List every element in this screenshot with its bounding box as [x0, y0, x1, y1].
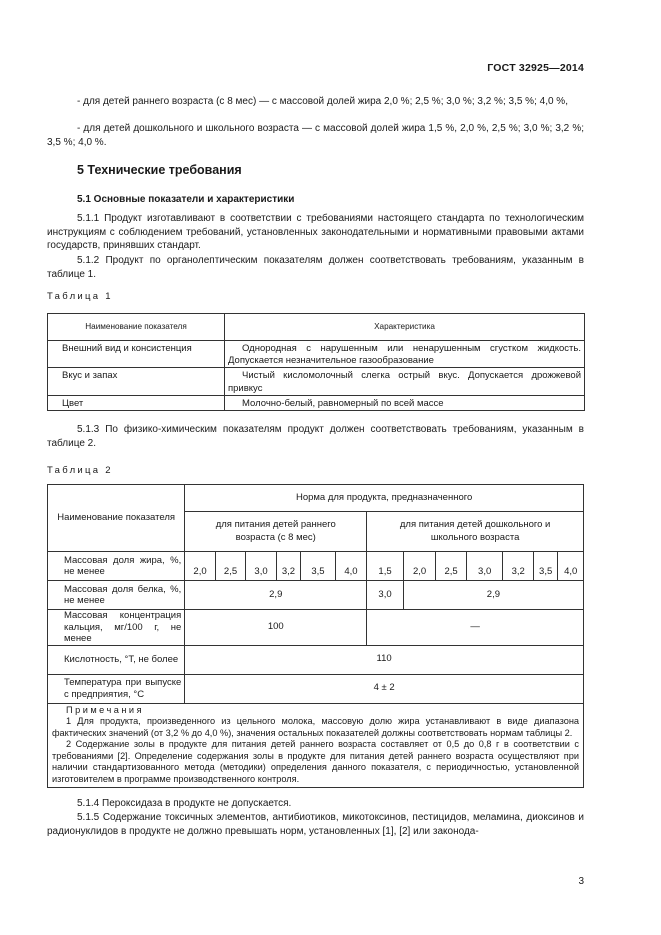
- cell-fat-school: 2,5: [436, 552, 467, 581]
- cell-protein-school-rest: 2,9: [403, 581, 583, 610]
- cell-calcium-early: 100: [185, 610, 367, 646]
- table2-notes: [48, 703, 584, 788]
- note-2: 2 Содержание золы в продукте для питания детей раннего возраста составляет от 0,5 до 0,8 г в соответствии с требованиями [2]. Определение содержания золы в продукте для питания детей раннего возраста осуществляют при наличии стандартизованного метода (методики) определения данного показателя, с периодичностью, установленной изготовителем в программе производственного контроля.: [52, 739, 579, 784]
- table1-caption: Таблица 1: [47, 291, 113, 302]
- paragraph-5-1-3: 5.1.3 По физико-химическим показателям продукт должен соответствовать требованиям, указанным в таблице 2.: [47, 424, 584, 449]
- cell-temperature: 4 ± 2: [185, 674, 584, 703]
- table2-header-norm: Норма для продукта, предназначенного: [185, 485, 584, 512]
- table2: [47, 484, 584, 788]
- table-row: [48, 552, 584, 581]
- row-label-fat: Массовая доля жира, %, не менее: [48, 552, 185, 581]
- page-number: 3: [578, 876, 584, 887]
- table2-notes-row: [48, 703, 584, 788]
- cell-protein-early: 2,9: [185, 581, 367, 610]
- table1-header-characteristic: Характеристика: [225, 314, 585, 341]
- cell-fat-school: 3,5: [533, 552, 557, 581]
- row-label-temperature: Температура при выпуске с предприятия, °С: [48, 674, 185, 703]
- cell-fat-school: 3,0: [466, 552, 503, 581]
- table-row: [48, 610, 584, 646]
- cell-fat-school: 1,5: [367, 552, 404, 581]
- row-label-protein: Массовая доля белка, %, не менее: [48, 581, 185, 610]
- cell-fat-school: 4,0: [558, 552, 584, 581]
- intro-line-early: - для детей раннего возраста (с 8 мес) — с массовой долей жира 2,0 %; 2,5 %; 3,0 %; 3,2 %; 3,5 %; 4,0 %,: [77, 96, 568, 107]
- table1-row-value: Однородная с нарушенным или ненарушенным сгустком жидкость. Допускается незначительное газообразование: [225, 341, 585, 368]
- cell-fat-early: 3,2: [276, 552, 300, 581]
- cell-fat-school: 3,2: [503, 552, 534, 581]
- paragraph-5-1-4: 5.1.4 Пероксидаза в продукте не допускается.: [77, 798, 292, 809]
- table-row: [48, 674, 584, 703]
- table2-caption: Таблица 2: [47, 465, 113, 476]
- row-label-acidity: Кислотность, °Т, не более: [48, 645, 185, 674]
- subsection-title: 5.1 Основные показатели и характеристики: [77, 194, 295, 205]
- cell-acidity: 110: [185, 645, 584, 674]
- table1-row-value: Молочно-белый, равномерный по всей массе: [225, 395, 585, 410]
- paragraph-5-1-2: 5.1.2 Продукт по органолептическим показателям должен соответствовать требованиям, указанным в таблице 1.: [47, 255, 584, 280]
- row-label-calcium: Массовая концентрация кальция, мг/100 г, не менее: [48, 610, 185, 646]
- cell-protein-school-first: 3,0: [367, 581, 404, 610]
- cell-fat-early: 3,0: [246, 552, 277, 581]
- cell-fat-early: 3,5: [301, 552, 336, 581]
- table2-header-school-age: для питания детей дошкольного и школьного возраста: [367, 512, 584, 552]
- paragraph-5-1-1: 5.1.1 Продукт изготавливают в соответствии с требованиями настоящего стандарта по технологическим инструкциям с соблюдением требований, установленных законодательными и нормативными правовыми актами государств, принявших стандарт.: [47, 213, 584, 252]
- cell-fat-school: 2,0: [403, 552, 436, 581]
- table-row: [48, 395, 585, 410]
- table-row: [48, 368, 585, 395]
- cell-fat-early: 2,0: [185, 552, 216, 581]
- table2-header-early-age: для питания детей раннего возраста (с 8 мес): [185, 512, 367, 552]
- document-code: ГОСТ 32925—2014: [487, 62, 584, 74]
- paragraph-5-1-5: 5.1.5 Содержание токсичных элементов, антибиотиков, микотоксинов, пестицидов, меламина, диоксинов и радионуклидов в продукте не должно превышать норм, установленных [1], [2] или законода-: [47, 812, 584, 837]
- cell-fat-early: 4,0: [335, 552, 367, 581]
- table-row: [48, 581, 584, 610]
- intro-line-school: - для детей дошкольного и школьного возраста — с массовой долей жира 1,5 %, 2,0 %, 2,5 %; 3,0 %; 3,2 %; 3,5 %; 4,0 %.: [47, 123, 584, 148]
- cell-fat-early: 2,5: [215, 552, 246, 581]
- cell-calcium-school: —: [367, 610, 584, 646]
- table1-row-value: Чистый кисломолочный слегка острый вкус. Допускается дрожжевой привкус: [225, 368, 585, 395]
- table-row: [48, 341, 585, 368]
- table1-row-name: Внешний вид и консистенция: [48, 341, 225, 368]
- table1-row-name: Вкус и запах: [48, 368, 225, 395]
- table-row: [48, 645, 584, 674]
- notes-title: Примечания: [66, 704, 145, 715]
- section-title: 5 Технические требования: [77, 163, 242, 177]
- table1-header-name: Наименование показателя: [48, 314, 225, 341]
- table1-row-name: Цвет: [48, 395, 225, 410]
- table2-header-name: Наименование показателя: [48, 485, 185, 552]
- table1: [47, 313, 585, 411]
- note-1: 1 Для продукта, произведенного из цельного молока, массовую долю жира устанавливают в виде диапазона фактических значений (от 3,2 % до 4,0 %), значения остальных показателей должны соответствовать нормам таблицы 2.: [52, 716, 579, 738]
